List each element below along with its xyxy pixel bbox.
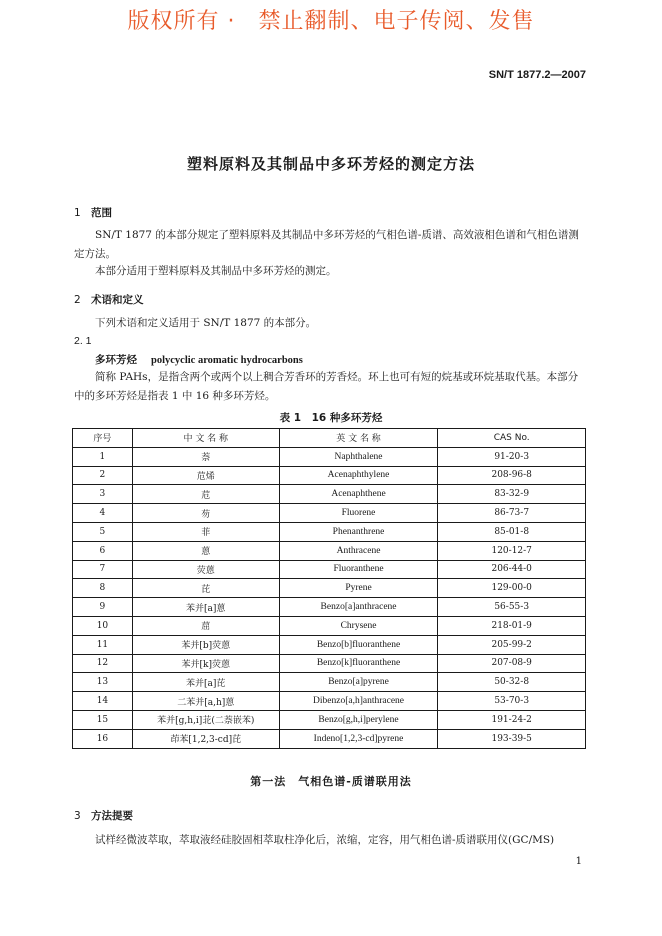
cell-cas-no: 191-24-2 bbox=[438, 710, 586, 729]
cell-cas-no: 208-96-8 bbox=[438, 466, 586, 485]
header-english-name: 英 文 名 称 bbox=[279, 429, 438, 448]
copyright-watermark: 版权所有 · 禁止翻制、电子传阅、发售 bbox=[127, 9, 535, 34]
cell-no: 11 bbox=[73, 635, 133, 654]
cell-no: 14 bbox=[73, 692, 133, 711]
scope-applicability: 本部分适用于塑料原料及其制品中多环芳烃的测定。 bbox=[95, 265, 337, 277]
cell-no: 1 bbox=[73, 447, 133, 466]
cell-no: 4 bbox=[73, 504, 133, 523]
table-row bbox=[73, 560, 586, 579]
table-row bbox=[73, 541, 586, 560]
section-title: 范围 bbox=[91, 207, 112, 219]
cell-chinese-name: 苯并[a]蒽 bbox=[132, 598, 279, 617]
table-row bbox=[73, 485, 586, 504]
table-row bbox=[73, 729, 586, 748]
cell-english-name: Benzo[k]fluoranthene bbox=[279, 654, 438, 673]
method-summary: 试样经微波萃取，萃取液经硅胶固相萃取柱净化后，浓缩，定容，用气相色谱-质谱联用仪(GC/MS) bbox=[95, 834, 555, 846]
cell-no: 10 bbox=[73, 616, 133, 635]
term-chinese: 多环芳烃 bbox=[95, 354, 137, 366]
cell-no: 3 bbox=[73, 485, 133, 504]
method-title: 第一法 气相色谱-质谱联用法 bbox=[250, 775, 412, 788]
cell-english-name: Benzo[g,h,i]perylene bbox=[279, 710, 438, 729]
cell-chinese-name: 芘 bbox=[132, 579, 279, 598]
cell-english-name: Anthracene bbox=[279, 541, 438, 560]
cell-cas-no: 129-00-0 bbox=[438, 579, 586, 598]
section-number: 1 bbox=[74, 207, 81, 219]
cell-chinese-name: 苯并[a]芘 bbox=[132, 673, 279, 692]
table-row bbox=[73, 466, 586, 485]
section-2-heading bbox=[74, 292, 144, 307]
cell-chinese-name: 芴 bbox=[132, 504, 279, 523]
document-title: 塑料原料及其制品中多环芳烃的测定方法 bbox=[186, 155, 475, 173]
cell-cas-no: 50-32-8 bbox=[438, 673, 586, 692]
cell-english-name: Benzo[a]anthracene bbox=[279, 598, 438, 617]
cell-english-name: Pyrene bbox=[279, 579, 438, 598]
cell-english-name: Chrysene bbox=[279, 616, 438, 635]
cell-english-name: Acenaphthene bbox=[279, 485, 438, 504]
cell-chinese-name: 蒽 bbox=[132, 541, 279, 560]
table-caption: 表 1 16 种多环芳烃 bbox=[279, 412, 383, 424]
table-row bbox=[73, 692, 586, 711]
cell-cas-no: 206-44-0 bbox=[438, 560, 586, 579]
cell-english-name: Fluorene bbox=[279, 504, 438, 523]
section-number: 3 bbox=[74, 810, 81, 822]
table-body bbox=[73, 447, 586, 748]
table-row bbox=[73, 616, 586, 635]
cell-chinese-name: 菲 bbox=[132, 522, 279, 541]
table-row bbox=[73, 504, 586, 523]
cell-chinese-name: 苯并[b]荧蒽 bbox=[132, 635, 279, 654]
term-english: polycyclic aromatic hydrocarbons bbox=[151, 355, 303, 366]
cell-no: 5 bbox=[73, 522, 133, 541]
cell-chinese-name: 萘 bbox=[132, 447, 279, 466]
table-row bbox=[73, 598, 586, 617]
table-row bbox=[73, 579, 586, 598]
cell-english-name: Benzo[a]pyrene bbox=[279, 673, 438, 692]
cell-cas-no: 207-08-9 bbox=[438, 654, 586, 673]
cell-english-name: Phenanthrene bbox=[279, 522, 438, 541]
cell-english-name: Indeno[1,2,3-cd]pyrene bbox=[279, 729, 438, 748]
table-row bbox=[73, 447, 586, 466]
cell-english-name: Acenaphthylene bbox=[279, 466, 438, 485]
cell-chinese-name: 苊 bbox=[132, 485, 279, 504]
section-number: 2 bbox=[74, 294, 81, 306]
cell-chinese-name: 䓛 bbox=[132, 616, 279, 635]
cell-cas-no: 120-12-7 bbox=[438, 541, 586, 560]
cell-cas-no: 218-01-9 bbox=[438, 616, 586, 635]
cell-cas-no: 85-01-8 bbox=[438, 522, 586, 541]
cell-no: 12 bbox=[73, 654, 133, 673]
cell-cas-no: 56-55-3 bbox=[438, 598, 586, 617]
cell-english-name: Fluoranthene bbox=[279, 560, 438, 579]
table-row bbox=[73, 522, 586, 541]
header-chinese-name: 中 文 名 称 bbox=[132, 429, 279, 448]
cell-no: 16 bbox=[73, 729, 133, 748]
cell-chinese-name: 荧蒽 bbox=[132, 560, 279, 579]
cell-no: 7 bbox=[73, 560, 133, 579]
section-1-heading bbox=[74, 205, 112, 220]
table-header-row bbox=[73, 429, 586, 448]
subsection-2-1-number: 2. 1 bbox=[74, 335, 92, 347]
cell-cas-no: 83-32-9 bbox=[438, 485, 586, 504]
cell-no: 2 bbox=[73, 466, 133, 485]
cell-english-name: Benzo[b]fluoranthene bbox=[279, 635, 438, 654]
table-row bbox=[73, 710, 586, 729]
table-row bbox=[73, 654, 586, 673]
cell-no: 8 bbox=[73, 579, 133, 598]
cell-no: 15 bbox=[73, 710, 133, 729]
table-row bbox=[73, 635, 586, 654]
terms-intro: 下列术语和定义适用于 SN/T 1877 的本部分。 bbox=[95, 317, 317, 329]
term-definition: 简称 PAHs，是指含两个或两个以上稠合芳香环的芳香烃。环上也可有短的烷基或环烷基取代基。本部分中的多环芳烃是指表 1 中 16 种多环芳烃。 bbox=[74, 371, 579, 402]
standard-number: SN/T 1877.2—2007 bbox=[488, 69, 586, 81]
cell-no: 9 bbox=[73, 598, 133, 617]
cell-chinese-name: 苯并[k]荧蒽 bbox=[132, 654, 279, 673]
page-number: 1 bbox=[575, 856, 582, 867]
cell-cas-no: 86-73-7 bbox=[438, 504, 586, 523]
section-title: 方法提要 bbox=[91, 810, 133, 822]
cell-english-name: Dibenzo[a,h]anthracene bbox=[279, 692, 438, 711]
cell-chinese-name: 苯并[g,h,i]苝(二萘嵌苯) bbox=[132, 710, 279, 729]
scope-paragraph: SN/T 1877 的本部分规定了塑料原料及其制品中多环芳烃的气相色谱-质谱、高效液相色谱和气相色谱测定方法。 bbox=[74, 229, 579, 260]
cell-cas-no: 53-70-3 bbox=[438, 692, 586, 711]
table-row bbox=[73, 673, 586, 692]
cell-cas-no: 205-99-2 bbox=[438, 635, 586, 654]
cell-chinese-name: 茚苯[1,2,3-cd]芘 bbox=[132, 729, 279, 748]
cell-no: 13 bbox=[73, 673, 133, 692]
cell-english-name: Naphthalene bbox=[279, 447, 438, 466]
cell-no: 6 bbox=[73, 541, 133, 560]
header-cas-no: CAS No. bbox=[438, 429, 586, 448]
header-no: 序号 bbox=[73, 429, 133, 448]
section-title: 术语和定义 bbox=[91, 294, 144, 306]
cell-chinese-name: 苊烯 bbox=[132, 466, 279, 485]
cell-chinese-name: 二苯并[a,h]蒽 bbox=[132, 692, 279, 711]
section-3-heading bbox=[74, 808, 133, 823]
cell-cas-no: 91-20-3 bbox=[438, 447, 586, 466]
term-entry bbox=[95, 352, 303, 367]
pah-table bbox=[72, 428, 586, 749]
cell-cas-no: 193-39-5 bbox=[438, 729, 586, 748]
